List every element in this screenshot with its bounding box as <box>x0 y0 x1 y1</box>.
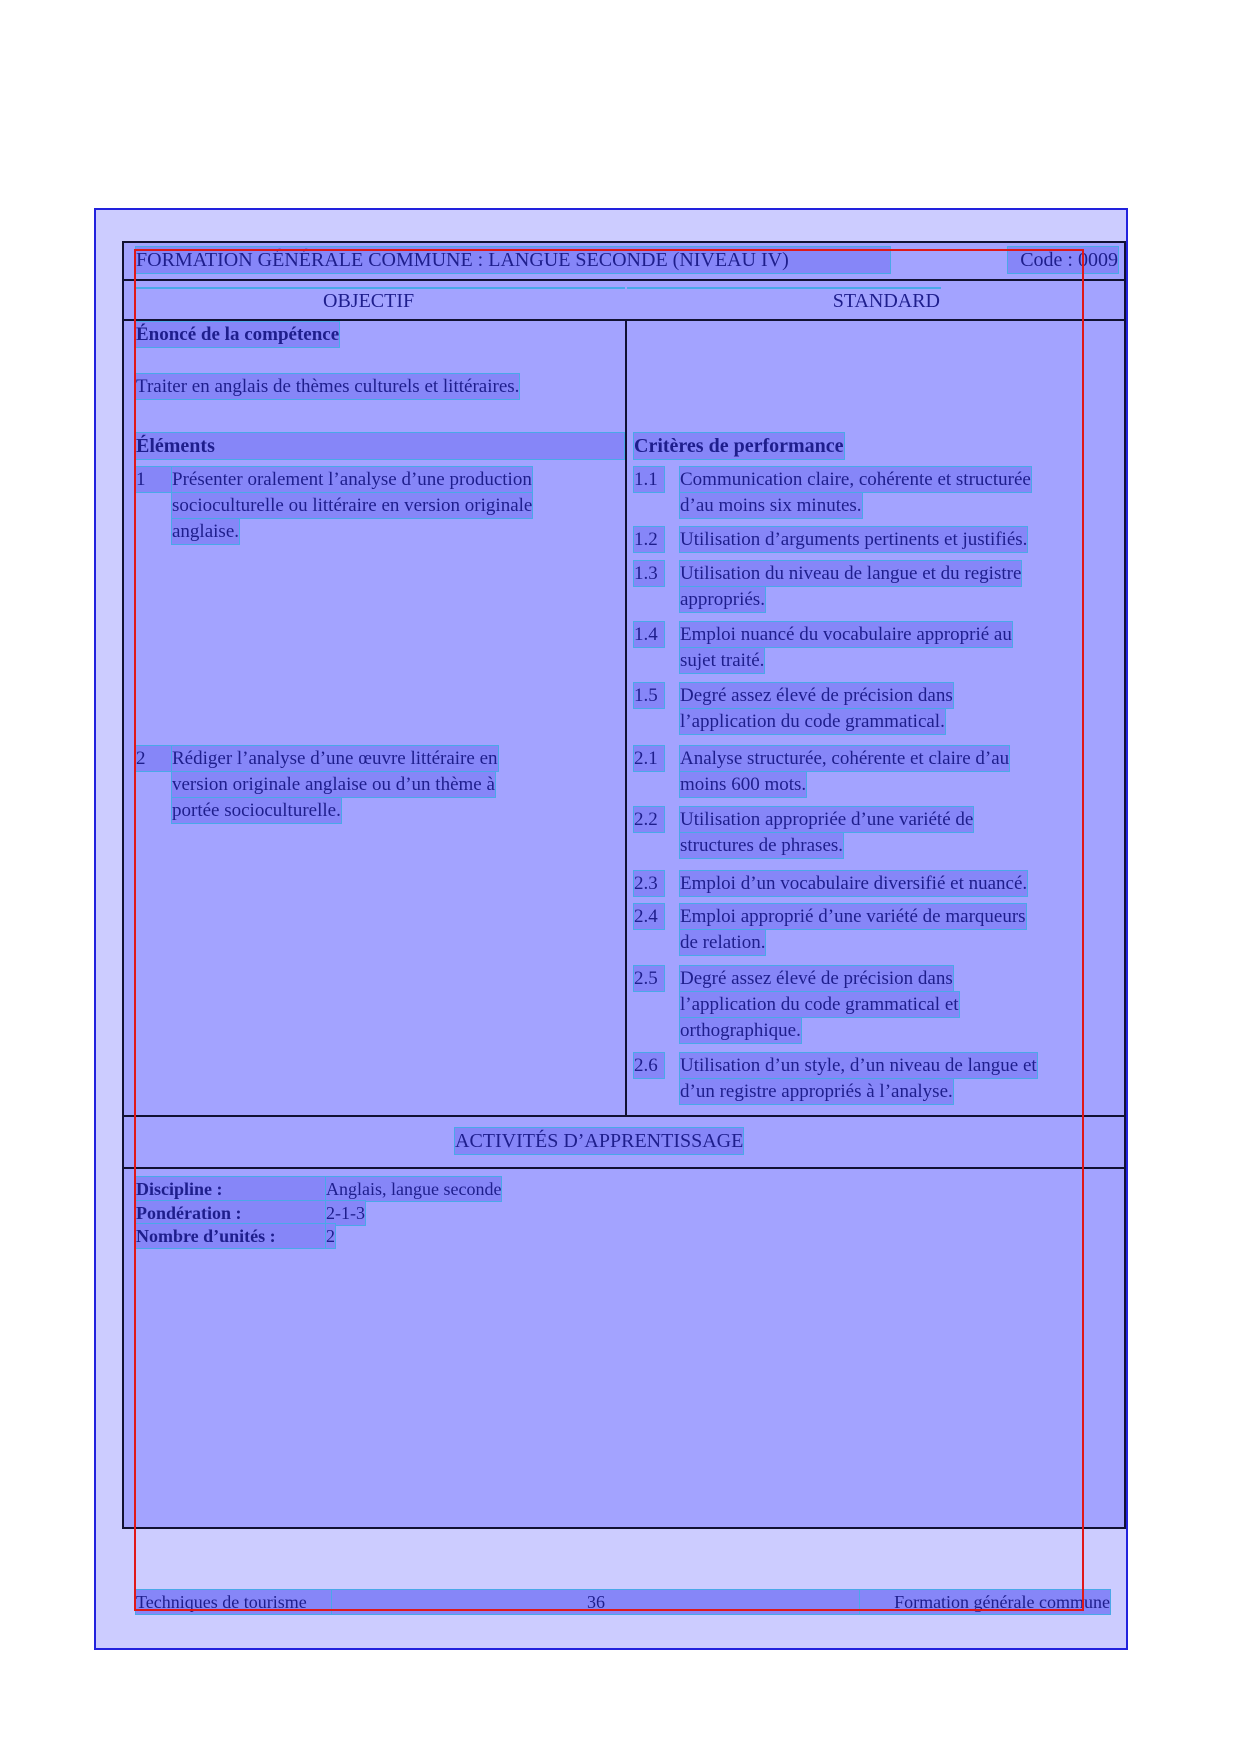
criterion-text-line: sujet traité. <box>680 650 765 671</box>
criterion-number: 2.4 <box>634 904 664 929</box>
column-divider <box>625 319 627 1116</box>
footer-section: Formation générale commune <box>860 1590 1110 1614</box>
document-title: FORMATION GÉNÉRALE COMMUNE : LANGUE SECONDE (NIVEAU IV) <box>136 247 890 273</box>
element-text-line: Présenter oralement l’analyse d’une production <box>172 469 532 490</box>
criterion-number: 1.2 <box>634 527 664 552</box>
criterion-text-line: l’application du code grammatical et <box>680 994 959 1015</box>
criterion-text-line: Emploi nuancé du vocabulaire approprié au <box>680 624 1012 645</box>
footer-program: Techniques de tourisme <box>136 1590 332 1614</box>
criterion-number: 1.5 <box>634 683 664 708</box>
criterion-text-line: d’au moins six minutes. <box>680 495 862 516</box>
criterion-text-line: moins 600 mots. <box>680 774 807 795</box>
units-value: 2 <box>326 1226 335 1246</box>
criterion-text-line: Analyse structurée, cohérente et claire d’au <box>680 748 1010 769</box>
criterion-number: 1.1 <box>634 467 664 492</box>
criterion-text-line: structures de phrases. <box>680 835 844 856</box>
criterion-number: 2.1 <box>634 746 664 771</box>
element-item <box>136 467 624 542</box>
elements-heading: Éléments <box>136 433 624 459</box>
element-item <box>136 746 624 821</box>
element-text-line: portée socioculturelle. <box>172 800 341 821</box>
element-text-line: socioculturelle ou littéraire en version originale <box>172 495 533 516</box>
element-number: 2 <box>136 746 172 771</box>
criterion-number: 2.5 <box>634 966 664 991</box>
ponderation-value: 2-1-3 <box>326 1203 365 1223</box>
course-code: Code : 0009 <box>1008 247 1118 273</box>
column-standard-label: STANDARD <box>832 290 940 312</box>
discipline-label: Discipline : <box>136 1177 326 1201</box>
rule-under-title <box>122 279 1126 281</box>
criterion-text-line: Utilisation d’un style, d’un niveau de langue et <box>680 1055 1037 1076</box>
element-text-line: Rédiger l’analyse d’une œuvre littéraire en <box>172 748 498 769</box>
rule-above-activities <box>122 1115 1126 1117</box>
criterion-text-line: appropriés. <box>680 589 765 610</box>
criterion-text-line: orthographique. <box>680 1020 801 1041</box>
criterion-number: 2.6 <box>634 1053 664 1078</box>
criteria-heading: Critères de performance <box>634 435 844 457</box>
discipline-value: Anglais, langue seconde <box>326 1179 502 1199</box>
criterion-number: 2.2 <box>634 807 664 832</box>
criterion-text-line: Degré assez élevé de précision dans <box>680 968 953 989</box>
criterion-text-line: Emploi d’un vocabulaire diversifié et nuancé. <box>680 873 1028 894</box>
element-text-line: anglaise. <box>172 521 240 542</box>
criterion-number: 1.4 <box>634 622 664 647</box>
element-text-line: version originale anglaise ou d’un thème à <box>172 774 495 795</box>
criterion-text-line: l’application du code grammatical. <box>680 711 945 732</box>
criterion-text-line: Utilisation du niveau de langue et du registre <box>680 563 1022 584</box>
criterion-text-line: Communication claire, cohérente et structurée <box>680 469 1031 490</box>
competence-statement: Traiter en anglais de thèmes culturels et littéraires. <box>136 376 520 397</box>
ponderation-label: Pondération : <box>136 1201 326 1225</box>
criterion-text-line: d’un registre appropriés à l’analyse. <box>680 1081 953 1102</box>
criterion-text-line: Degré assez élevé de précision dans <box>680 685 953 706</box>
criterion-text-line: Utilisation d’arguments pertinents et justifiés. <box>680 529 1028 550</box>
criterion-text-line: Utilisation appropriée d’une variété de <box>680 809 974 830</box>
footer-page-number: 36 <box>332 1590 860 1614</box>
criterion-text-line: de relation. <box>680 932 766 953</box>
units-label: Nombre d’unités : <box>136 1224 326 1248</box>
rule-under-activities <box>122 1167 1126 1169</box>
criterion-number: 2.3 <box>634 871 664 896</box>
element-number: 1 <box>136 467 172 492</box>
column-objectif-label: OBJECTIF <box>323 290 415 312</box>
competence-heading: Énoncé de la compétence <box>136 324 340 345</box>
criterion-text-line: Emploi approprié d’une variété de marqueurs <box>680 906 1026 927</box>
rule-under-columns <box>122 319 1126 321</box>
activities-heading: ACTIVITÉS D’APPRENTISSAGE <box>455 1130 744 1152</box>
criterion-number: 1.3 <box>634 561 664 586</box>
